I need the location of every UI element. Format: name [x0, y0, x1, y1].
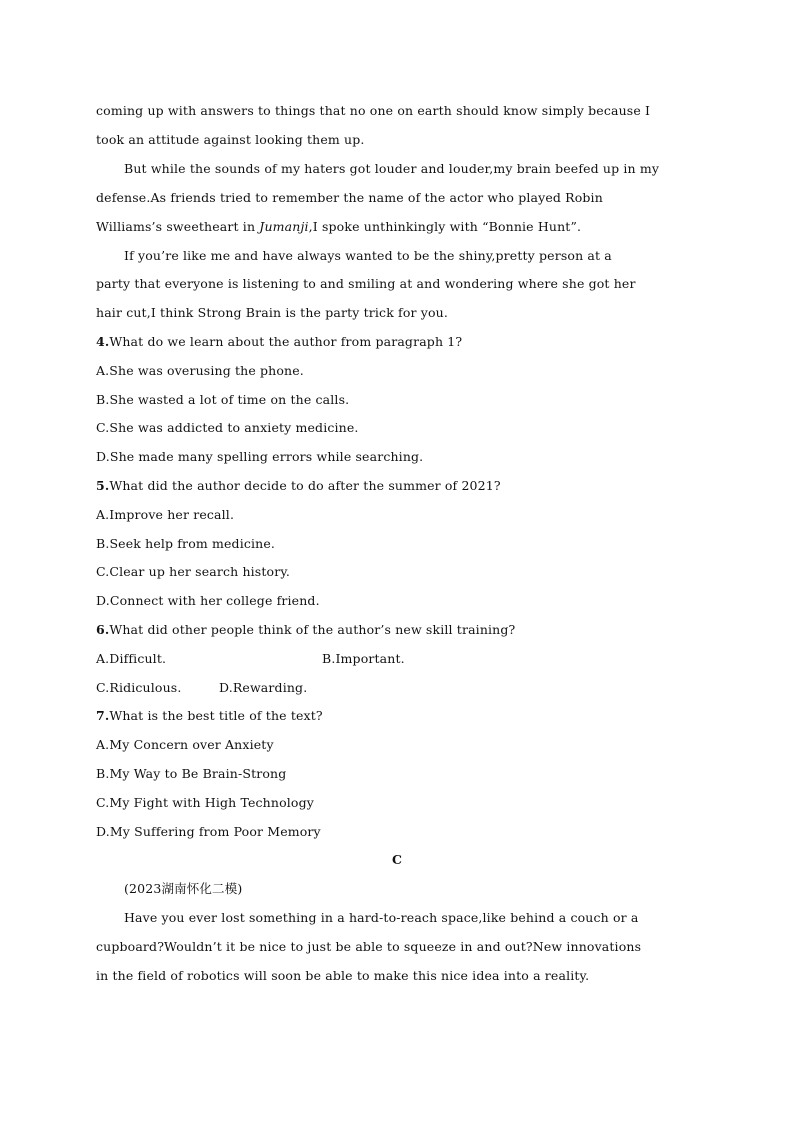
question-text: What is the best title of the text?	[109, 708, 323, 723]
question-text: What did other people think of the author’s new skill training?	[109, 622, 516, 637]
option-c: C.My Fight with High Technology	[96, 795, 314, 810]
question-stem	[96, 707, 323, 725]
option-c: C.Clear up her search history.	[96, 564, 291, 579]
question-stem	[96, 333, 462, 351]
question-text: What do we learn about the author from paragraph 1?	[109, 334, 463, 349]
section-heading: C	[391, 852, 403, 867]
option-d: D.Connect with her college friend.	[96, 593, 320, 608]
option-c: C.She was addicted to anxiety medicine.	[96, 420, 359, 435]
passage-line: cupboard?Wouldn’t it be nice to just be able to squeeze in and out?New innovations	[96, 939, 642, 954]
option-b: B.She wasted a lot of time on the calls.	[96, 392, 350, 407]
option-a: A.My Concern over Anxiety	[96, 737, 274, 752]
passage-line: If you’re like me and have always wanted to be the shiny,pretty person at a	[124, 248, 612, 263]
passage-line: took an attitude against looking them up.	[96, 132, 365, 147]
option-d: D.My Suffering from Poor Memory	[96, 824, 321, 839]
option-a: A.Improve her recall.	[96, 507, 235, 522]
option-b: B.My Way to Be Brain-Strong	[96, 766, 287, 781]
passage-text: Williams’s sweetheart in	[96, 219, 260, 234]
passage-line	[96, 218, 581, 236]
option-d: D.Rewarding.	[219, 680, 308, 695]
question-number: 7.	[96, 708, 110, 723]
option-a: A.Difficult.	[96, 651, 167, 666]
passage-line: defense.As friends tried to remember the name of the actor who played Robin	[96, 190, 603, 205]
option-d: D.She made many spelling errors while searching.	[96, 449, 424, 464]
question-text: What did the author decide to do after the summer of 2021?	[109, 478, 501, 493]
question-stem	[96, 621, 515, 639]
option-b: B.Important.	[322, 651, 405, 666]
option-b: B.Seek help from medicine.	[96, 536, 276, 551]
source-note: (2023湖南怀化二模)	[124, 881, 243, 896]
question-number: 6.	[96, 622, 110, 637]
question-number: 4.	[96, 334, 110, 349]
passage-line: in the field of robotics will soon be able to make this nice idea into a reality.	[96, 968, 590, 983]
option-a: A.She was overusing the phone.	[96, 363, 304, 378]
passage-line: But while the sounds of my haters got louder and louder,my brain beefed up in my	[124, 161, 660, 176]
passage-line: coming up with answers to things that no one on earth should know simply because I	[96, 103, 651, 118]
question-number: 5.	[96, 478, 110, 493]
passage-line: Have you ever lost something in a hard-to-reach space,like behind a couch or a	[124, 910, 639, 925]
option-c: C.Ridiculous.	[96, 680, 182, 695]
question-stem	[96, 477, 501, 495]
passage-line: hair cut,I think Strong Brain is the party trick for you.	[96, 305, 448, 320]
passage-line: party that everyone is listening to and smiling at and wondering where she got her	[96, 276, 636, 291]
movie-title: Jumanji	[259, 219, 309, 234]
passage-text: ,I spoke unthinkingly with “Bonnie Hunt”.	[308, 219, 582, 234]
